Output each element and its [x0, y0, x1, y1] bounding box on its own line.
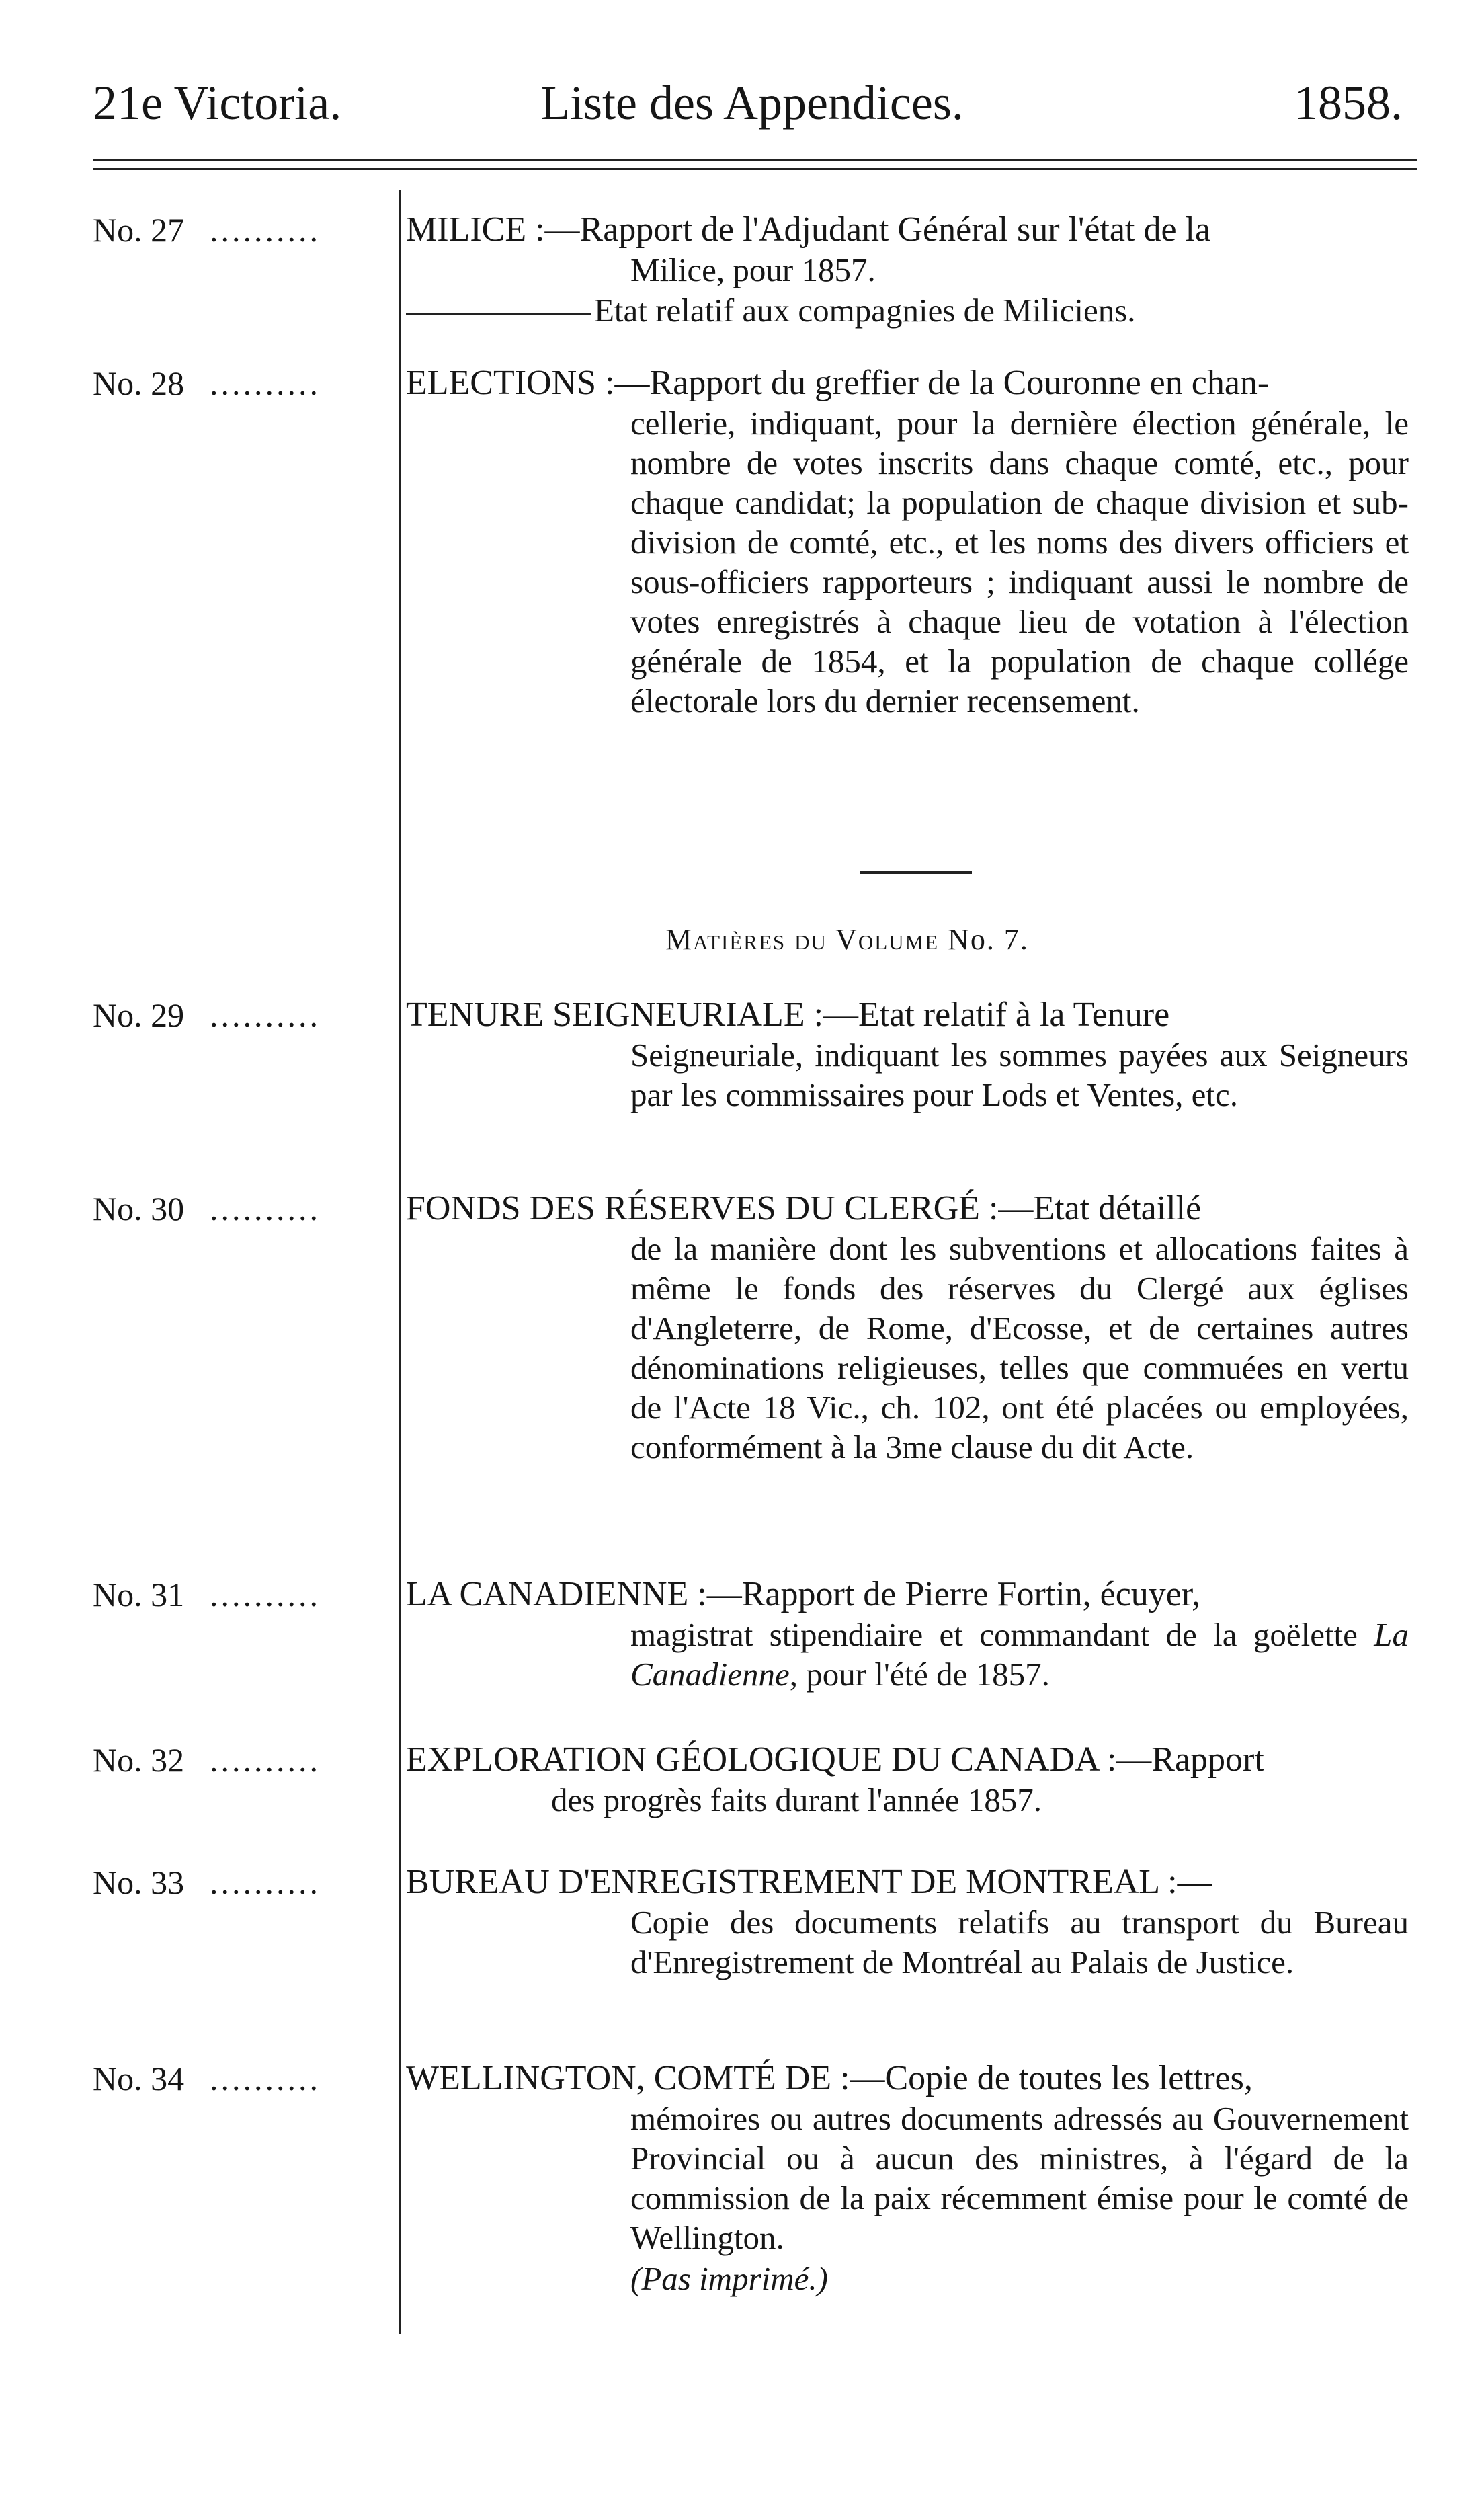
entry-number: No. 28 — [93, 364, 185, 402]
leader-dots: .......... — [210, 1576, 321, 1613]
entry-title: ELECTIONS : — [406, 364, 615, 402]
header-left: 21e Victoria. — [93, 76, 342, 130]
entry-sub-item-text: Etat relatif aux compagnies de Miliciens. — [594, 292, 1136, 329]
leader-dots: .......... — [210, 2060, 321, 2097]
entry-text: —Rapport de Pierre Fortin, écuyer, — [706, 1575, 1201, 1613]
entry-continuation: mémoires ou autres documents adressés au Gouvernement Provincial ou à aucun des ministres, à l'égard de la commission de la paix récemment émise pour le comté de Wellington. — [630, 2100, 1409, 2256]
entry-first-line — [406, 1574, 1200, 1615]
entry-number: No. 27 — [93, 211, 185, 249]
entry-sub-item — [406, 290, 1136, 331]
page-title: Liste des Appendices. — [540, 76, 964, 130]
header-rule-top — [93, 159, 1417, 161]
section-title-text: Matières du Volume — [665, 923, 940, 956]
header-year: 1858. — [1294, 76, 1403, 130]
entry-text: , pour l'été de 1857. — [789, 1656, 1050, 1693]
entry-number: No. 30 — [93, 1190, 185, 1228]
entry-continuation: Milice, pour 1857. — [630, 251, 876, 288]
entry-number: No. 29 — [93, 996, 185, 1034]
entry-text: —Copie de toutes les lettres, — [850, 2059, 1253, 2097]
section-rule — [860, 871, 972, 874]
leader-dots: .......... — [210, 1741, 321, 1779]
leader-dots: .......... — [210, 996, 321, 1034]
entry-first-line — [406, 1740, 1264, 1780]
section-title — [665, 920, 1029, 960]
column-divider — [399, 190, 401, 2334]
leader-dots: .......... — [210, 1863, 321, 1901]
entry-first-line — [406, 995, 1169, 1035]
entry-continuation: de la manière dont les subventions et allocations faites à même le fonds des réserves du Clergé aux églises d'Angleterre, de Rome, d'Ecosse, et de certaines autres dénominations religieuses, telles que commuées en vertu de l'Acte 18 Vic., ch. 102, ont été placées ou employées, conformément à la 3me clause du dit Acte. — [630, 1230, 1409, 1465]
entry-title: EXPLORATION GÉOLOGIQUE DU CANADA : — [406, 1740, 1117, 1779]
entry-title: FONDS DES RÉSERVES DU CLERGÉ : — [406, 1189, 999, 1228]
entry-title: TENURE SEIGNEURIALE : — [406, 996, 824, 1034]
entry-number: No. 34 — [93, 2060, 185, 2097]
entry-continuation: cellerie, indiquant, pour la dernière élection générale, le nombre de votes inscrits dans chaque comté, etc., pour chaque candidat; la population de chaque division et sub-division de comté, etc., et les noms des divers officiers et sous-officiers rapporteurs ; indiquant aussi le nombre de votes enregistrés à chaque lieu de votation à l'élection générale de 1854, et la population de chaque collége électorale lors du dernier recensement. — [630, 405, 1409, 719]
entry-first-line — [406, 2058, 1253, 2099]
entry-continuation: Copie des documents relatifs au transport du Bureau d'Enregistrement de Montréal au Palais de Justice. — [630, 1904, 1409, 1980]
header-rule-bottom — [93, 168, 1417, 170]
entry-continuation: des progrès faits durant l'année 1857. — [551, 1781, 1042, 1818]
entry-continuation — [630, 1615, 1409, 1694]
entry-first-line — [406, 1189, 1201, 1229]
entry-title: BUREAU D'ENREGISTREMENT DE MONTREAL : — [406, 1863, 1178, 1901]
entry-title: WELLINGTON, COMTÉ DE : — [406, 2059, 850, 2097]
ditto-dash — [406, 313, 591, 315]
entry-text: —Rapport du greffier de la Couronne en chan- — [614, 364, 1270, 402]
entry-text: magistrat stipendiaire et commandant de la goëlette — [630, 1616, 1374, 1653]
entry-first-line — [406, 210, 1210, 250]
entry-text: —Rapport de l'Adjudant Général sur l'état de la — [544, 210, 1211, 249]
entry-note: (Pas imprimé.) — [630, 2260, 828, 2297]
entry-number: No. 31 — [93, 1576, 185, 1613]
entry-text: —Rapport — [1116, 1740, 1264, 1779]
leader-dots: .......... — [210, 1190, 321, 1228]
entry-title: LA CANADIENNE : — [406, 1575, 707, 1613]
section-volume-number: No. 7. — [948, 923, 1029, 956]
entry-text: —Etat relatif à la Tenure — [823, 996, 1170, 1034]
entry-title: MILICE : — [406, 210, 545, 249]
leader-dots: .......... — [210, 211, 321, 249]
entry-first-line — [406, 363, 1269, 403]
leader-dots: .......... — [210, 364, 321, 402]
ship-name: La Canadienne — [630, 1616, 1409, 1693]
entry-text: — — [1177, 1863, 1212, 1901]
entry-number: No. 33 — [93, 1863, 185, 1901]
entry-first-line — [406, 1862, 1212, 1902]
entry-continuation: Seigneuriale, indiquant les sommes payées aux Seigneurs par les commissaires pour Lods et Ventes, etc. — [630, 1037, 1409, 1113]
entry-text: —Etat détaillé — [998, 1189, 1202, 1228]
entry-number: No. 32 — [93, 1741, 185, 1779]
